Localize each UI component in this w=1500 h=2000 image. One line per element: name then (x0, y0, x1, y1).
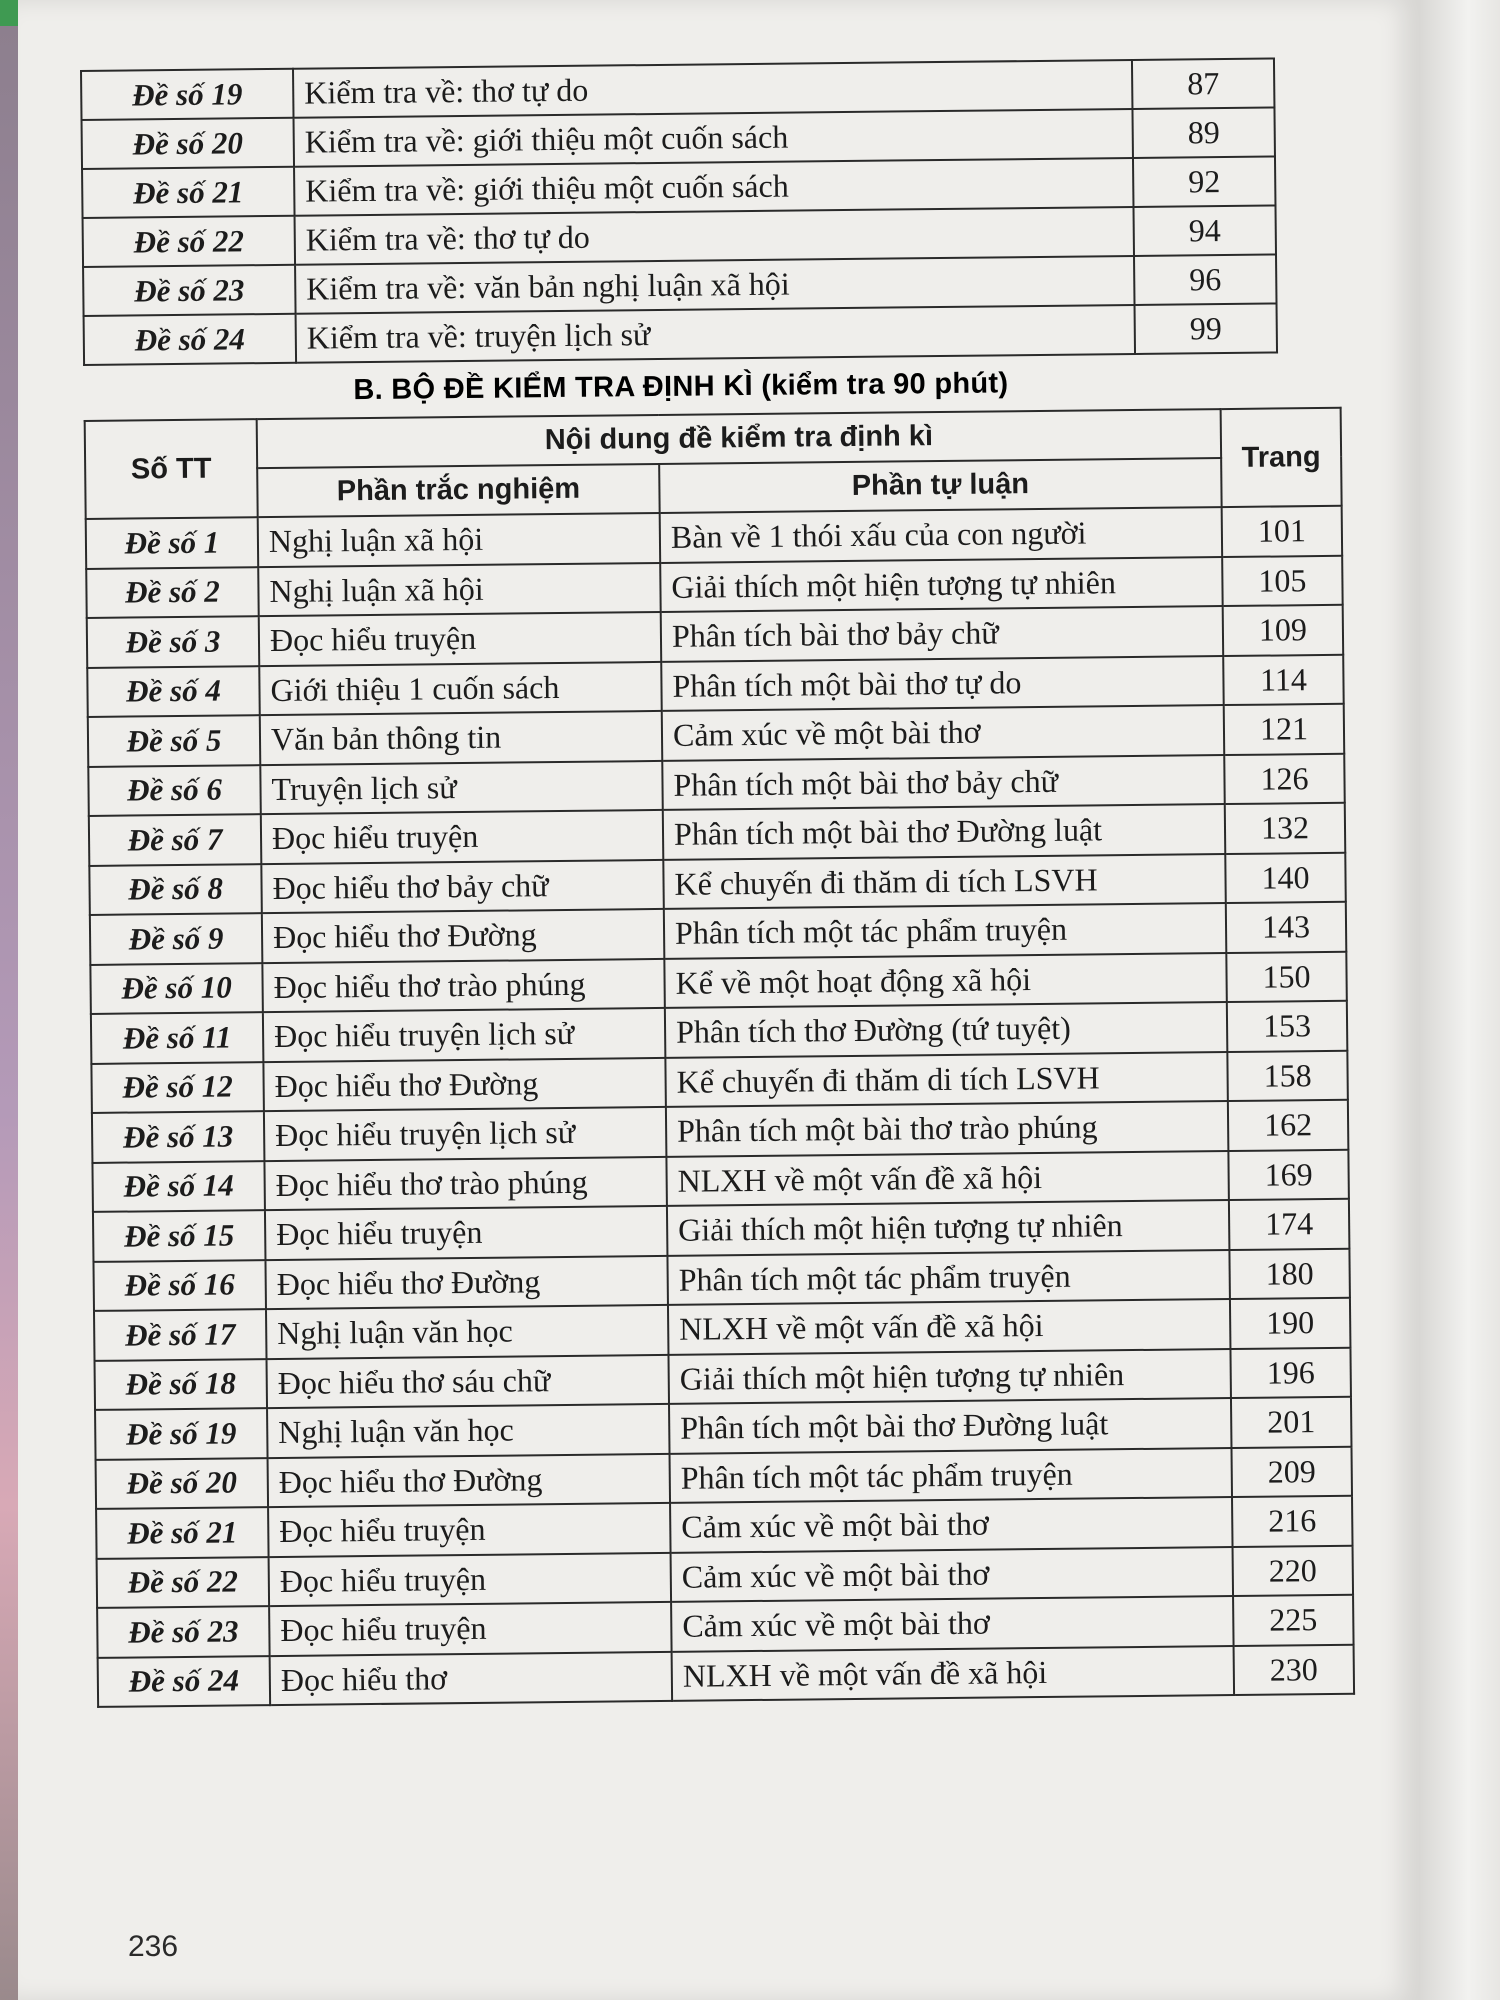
row-label: Đề số 22 (83, 216, 296, 267)
row-content: Kiểm tra về: thơ tự do (293, 60, 1132, 118)
table-b (84, 407, 1355, 1708)
row-label: Đề số 24 (84, 314, 297, 365)
row-page: 143 (1226, 902, 1347, 953)
row-label: Đề số 16 (93, 1260, 266, 1311)
row-label: Đề số 17 (94, 1309, 267, 1360)
row-label: Đề số 21 (96, 1507, 269, 1558)
row-trac-nghiem: Nghị luận văn học (267, 1404, 669, 1458)
row-label: Đề số 11 (91, 1012, 264, 1063)
row-tu-luan: Phân tích một bài thơ Đường luật (663, 804, 1225, 859)
row-page: 99 (1135, 303, 1278, 353)
page-right-edge (1420, 0, 1500, 2000)
row-trac-nghiem: Đọc hiểu truyện (268, 1503, 670, 1557)
row-tu-luan: Phân tích một tác phẩm truyện (667, 1250, 1229, 1305)
row-page: 94 (1133, 205, 1276, 255)
row-tu-luan: Kể chuyến đi thăm di tích LSVH (663, 854, 1225, 909)
row-label: Đề số 6 (88, 765, 261, 816)
row-trac-nghiem: Đọc hiểu thơ trào phúng (264, 1156, 666, 1210)
row-page: 150 (1226, 951, 1347, 1002)
header-trac-nghiem: Phần trắc nghiệm (257, 464, 659, 517)
row-label: Đề số 10 (90, 963, 263, 1014)
row-trac-nghiem: Đọc hiểu truyện (265, 1206, 667, 1260)
row-page: 153 (1227, 1001, 1348, 1052)
row-label: Đề số 20 (96, 1458, 269, 1509)
row-page: 114 (1223, 654, 1344, 705)
row-page: 216 (1232, 1496, 1353, 1547)
row-tu-luan: Kể về một hoạt động xã hội (664, 953, 1226, 1008)
row-trac-nghiem: Đọc hiểu truyện (261, 810, 663, 864)
row-label: Đề số 15 (93, 1210, 266, 1261)
table-a (80, 57, 1278, 365)
row-label: Đề số 1 (86, 517, 259, 568)
row-label: Đề số 19 (95, 1408, 268, 1459)
row-page: 87 (1132, 58, 1275, 108)
row-tu-luan: Phân tích một bài thơ tự do (661, 656, 1223, 711)
row-trac-nghiem: Đọc hiểu thơ sáu chữ (267, 1354, 669, 1408)
row-label: Đề số 22 (97, 1557, 270, 1608)
table-a-body (81, 58, 1277, 364)
row-trac-nghiem: Đọc hiểu truyện (269, 1602, 671, 1656)
row-page: 132 (1225, 803, 1346, 854)
row-trac-nghiem: Đọc hiểu thơ Đường (262, 909, 664, 963)
header-trang: Trang (1221, 408, 1342, 507)
row-trac-nghiem: Đọc hiểu truyện lịch sử (263, 1008, 665, 1062)
row-trac-nghiem: Đọc hiểu thơ Đường (263, 1057, 665, 1111)
row-label: Đề số 23 (83, 265, 296, 316)
row-content: Kiểm tra về: giới thiệu một cuốn sách (294, 109, 1133, 167)
page-number: 236 (128, 1930, 179, 1963)
row-page: 105 (1222, 555, 1343, 606)
row-tu-luan: Giải thích một hiện tượng tự nhiên (660, 557, 1222, 612)
row-page: 121 (1224, 704, 1345, 755)
row-label: Đề số 21 (82, 167, 295, 218)
row-tu-luan: Cảm xúc về một bài thơ (671, 1596, 1233, 1651)
row-page: 92 (1133, 156, 1276, 206)
row-label: Đề số 18 (95, 1359, 268, 1410)
row-tu-luan: Kể chuyến đi thăm di tích LSVH (665, 1052, 1227, 1107)
row-label: Đề số 5 (88, 715, 261, 766)
row-page: 190 (1230, 1298, 1351, 1349)
row-trac-nghiem: Nghị luận văn học (266, 1305, 668, 1359)
row-label: Đề số 4 (87, 666, 260, 717)
page-content (80, 57, 1357, 1708)
row-tu-luan: Phân tích một tác phẩm truyện (664, 903, 1226, 958)
row-content: Kiểm tra về: thơ tự do (295, 207, 1134, 265)
row-label: Đề số 7 (89, 814, 262, 865)
row-trac-nghiem: Nghị luận xã hội (258, 562, 660, 616)
row-label: Đề số 8 (89, 864, 262, 915)
row-page: 230 (1234, 1644, 1355, 1695)
header-so-tt: Số TT (85, 419, 258, 519)
row-trac-nghiem: Đọc hiểu thơ Đường (268, 1453, 670, 1507)
row-content: Kiểm tra về: giới thiệu một cuốn sách (294, 158, 1133, 216)
row-trac-nghiem: Đọc hiểu thơ bảy chữ (261, 859, 663, 913)
row-page: 109 (1223, 605, 1344, 656)
row-tu-luan: Phân tích một bài thơ bảy chữ (662, 755, 1224, 810)
row-page: 209 (1231, 1446, 1352, 1497)
row-tu-luan: Phân tích một bài thơ trào phúng (666, 1101, 1228, 1156)
row-trac-nghiem: Đọc hiểu thơ trào phúng (262, 958, 664, 1012)
row-page: 169 (1228, 1149, 1349, 1200)
row-label: Đề số 3 (87, 616, 260, 667)
table-b-body (86, 506, 1354, 1707)
row-page: 220 (1233, 1545, 1354, 1596)
row-tu-luan: NLXH về một vấn đề xã hội (666, 1151, 1228, 1206)
row-page: 89 (1132, 107, 1275, 157)
row-page: 225 (1233, 1595, 1354, 1646)
row-label: Đề số 14 (92, 1161, 265, 1212)
row-page: 180 (1229, 1248, 1350, 1299)
row-label: Đề số 20 (82, 118, 295, 169)
row-page: 201 (1231, 1397, 1352, 1448)
row-tu-luan: Bàn về 1 thói xấu của con người (660, 507, 1222, 562)
row-page: 96 (1134, 254, 1277, 304)
row-page: 174 (1229, 1199, 1350, 1250)
row-label: Đề số 2 (86, 567, 259, 618)
row-tu-luan: Cảm xúc về một bài thơ (670, 1497, 1232, 1552)
row-page: 158 (1227, 1050, 1348, 1101)
row-label: Đề số 23 (97, 1606, 270, 1657)
row-page: 162 (1228, 1100, 1349, 1151)
row-tu-luan: Phân tích bài thơ bảy chữ (661, 606, 1223, 661)
row-trac-nghiem: Đọc hiểu truyện (259, 612, 661, 666)
row-tu-luan: Giải thích một hiện tượng tự nhiên (668, 1349, 1230, 1404)
row-label: Đề số 19 (81, 69, 294, 120)
header-tu-luan: Phần tự luận (659, 458, 1221, 513)
row-tu-luan: Phân tích một bài thơ Đường luật (669, 1398, 1231, 1453)
row-page: 101 (1222, 506, 1343, 557)
header-noi-dung: Nội dung đề kiểm tra định kì (257, 409, 1221, 468)
row-page: 140 (1225, 852, 1346, 903)
row-tu-luan: Phân tích thơ Đường (tứ tuyệt) (665, 1002, 1227, 1057)
row-content: Kiểm tra về: văn bản nghị luận xã hội (295, 256, 1134, 314)
row-page: 196 (1230, 1347, 1351, 1398)
row-trac-nghiem: Đọc hiểu truyện (269, 1552, 671, 1606)
row-label: Đề số 13 (92, 1111, 265, 1162)
row-trac-nghiem: Giới thiệu 1 cuốn sách (259, 661, 661, 715)
row-tu-luan: NLXH về một vấn đề xã hội (672, 1646, 1234, 1701)
row-tu-luan: Cảm xúc về một bài thơ (662, 705, 1224, 760)
row-trac-nghiem: Đọc hiểu thơ Đường (265, 1255, 667, 1309)
row-tu-luan: Giải thích một hiện tượng tự nhiên (667, 1200, 1229, 1255)
row-label: Đề số 12 (91, 1062, 264, 1113)
row-page: 126 (1224, 753, 1345, 804)
row-content: Kiểm tra về: truyện lịch sử (296, 305, 1135, 363)
row-tu-luan: Cảm xúc về một bài thơ (671, 1547, 1233, 1602)
row-tu-luan: Phân tích một tác phẩm truyện (670, 1448, 1232, 1503)
row-label: Đề số 24 (98, 1656, 271, 1707)
row-trac-nghiem: Nghị luận xã hội (258, 513, 660, 567)
row-tu-luan: NLXH về một vấn đề xã hội (668, 1299, 1230, 1354)
section-b-heading: B. BỘ ĐỀ KIỂM TRA ĐỊNH KÌ (kiểm tra 90 phút) (353, 367, 1009, 407)
row-label: Đề số 9 (90, 913, 263, 964)
row-trac-nghiem: Văn bản thông tin (260, 711, 662, 765)
row-trac-nghiem: Truyện lịch sử (260, 760, 662, 814)
row-trac-nghiem: Đọc hiểu truyện lịch sử (264, 1107, 666, 1161)
row-trac-nghiem: Đọc hiểu thơ (270, 1651, 672, 1705)
